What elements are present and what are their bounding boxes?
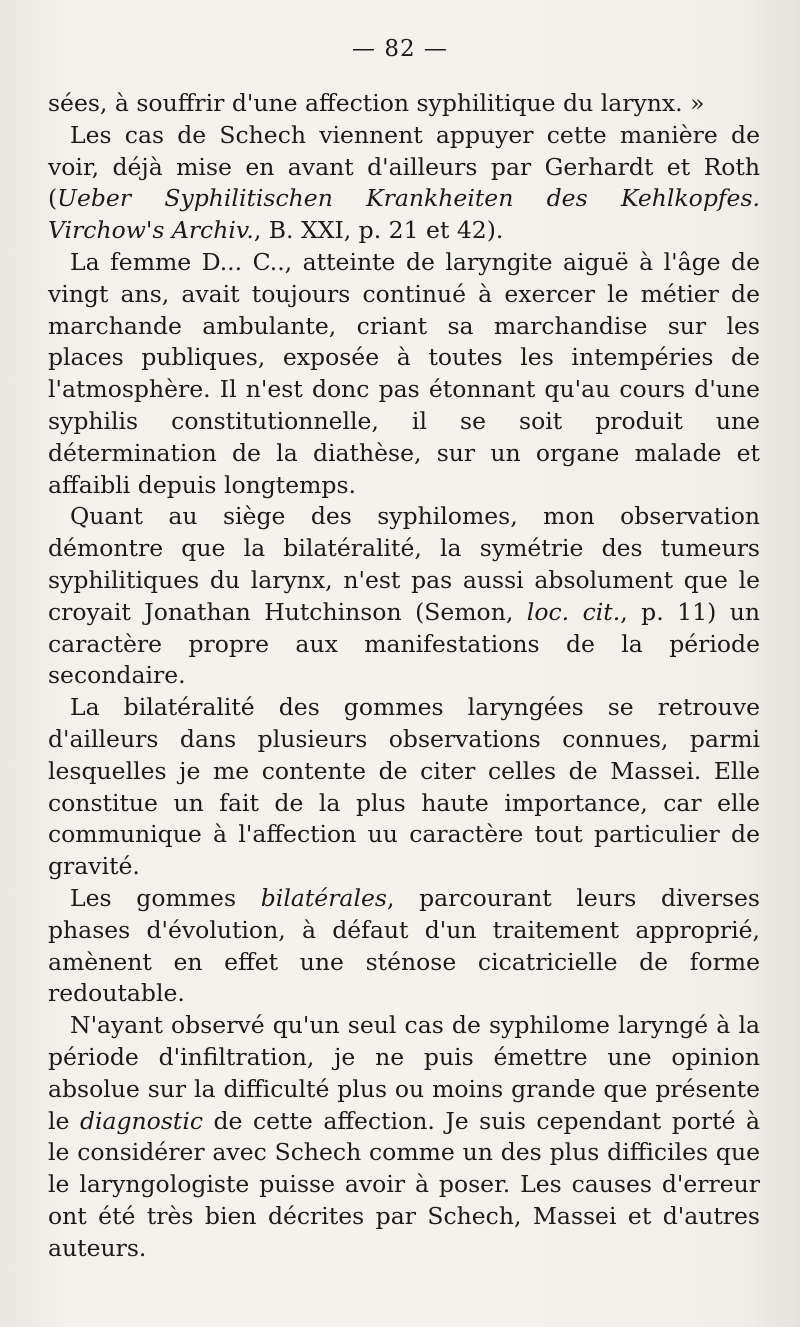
- italic-text: loc. cit.: [526, 597, 621, 626]
- paragraph: [48, 120, 760, 247]
- paragraph: [48, 883, 760, 1010]
- text-run: Les gommes: [70, 883, 261, 912]
- paragraph: [48, 247, 760, 501]
- text-run: sées, à souffrir d'une affection syphilitique du larynx. »: [48, 89, 705, 117]
- text-run: de cette affection. Je suis cependant porté à le considérer avec Schech comme un des plus difficiles que le laryngologiste puisse avoir à poser. Les causes d'erreur ont été très bien décrites par Schech, Massei et d'autres auteurs.: [48, 1106, 760, 1262]
- italic-text: diagnostic: [79, 1106, 204, 1135]
- text-run: La femme D... C.., atteinte de laryngite aiguë à l'âge de vingt ans, avait toujours continué à exercer le métier de marchande ambulante, criant sa marchandise sur les places publiques, exposée à toutes les intempéries de l'atmosphère. Il n'est donc pas étonnant qu'au cours d'une syphilis constitutionnelle, il se soit produit une détermination de la diathèse, sur un organe malade et affaibli depuis longtemps.: [48, 247, 760, 499]
- paragraph: [48, 88, 760, 120]
- text-run: , B. XXI, p. 21 et 42).: [253, 216, 504, 245]
- page-number: — 82 —: [352, 36, 448, 62]
- text-run: N'ayant observé qu'un seul cas de syphilome laryngé à la période d'infiltration, je ne puis émettre une opinion absolue sur la difficulté plus ou moins grande que présente le: [48, 1011, 760, 1135]
- body-text: [48, 88, 760, 1264]
- text-run: Les cas de Schech viennent appuyer cette manière de voir, déjà mise en avant d'ailleurs par Gerhardt et Roth (: [48, 120, 760, 213]
- paragraph: [48, 1010, 760, 1264]
- text-run: Quant au siège des syphilomes, mon observation démontre que la bilatéralité, la symétrie des tumeurs syphilitiques du larynx, n'est pas aussi absolument que le croyait Jonathan Hutchinson (Semon,: [48, 502, 760, 626]
- text-run: La bilatéralité des gommes laryngées se retrouve d'ailleurs dans plusieurs observations connues, parmi lesquelles je me contente de citer celles de Massei. Elle constitue un fait de la plus haute importance, car elle communique à l'affection uu caractère tout particulier de gravité.: [48, 693, 760, 881]
- paragraph: [48, 501, 760, 692]
- italic-text: Ueber Syphilitischen Krankheiten des Kehlkopfes. Virchow's Archiv.: [48, 184, 760, 245]
- italic-text: bilatérales: [260, 883, 387, 912]
- paragraph: [48, 692, 760, 883]
- text-run: , parcourant leurs diverses phases d'évolution, à défaut d'un traitement approprié, amènent en effet une sténose cicatricielle de forme redoutable.: [48, 883, 760, 1008]
- text-run: , p. 11) un caractère propre aux manifestations de la période secondaire.: [48, 597, 761, 690]
